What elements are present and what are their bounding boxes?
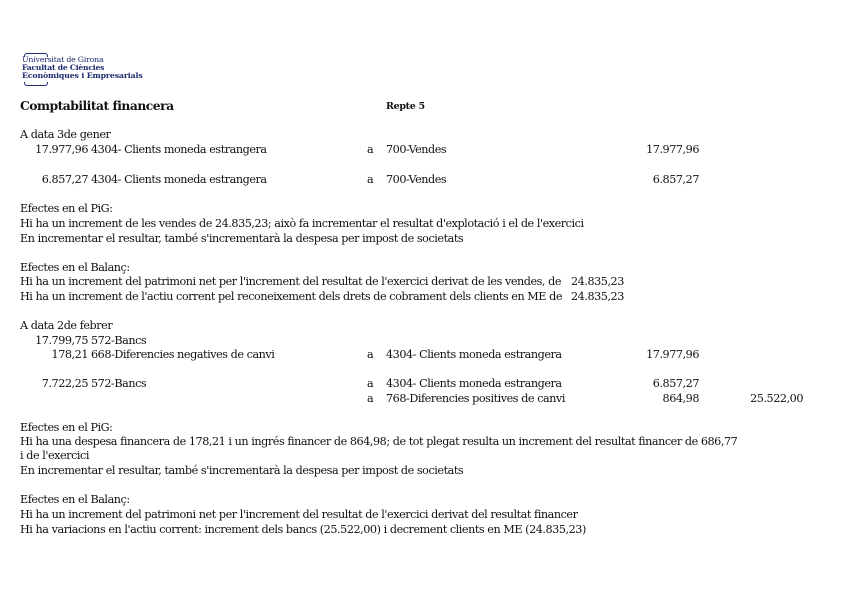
pig-line: i de l'exercici — [20, 449, 89, 462]
credit-amount: 17.977,96 — [646, 143, 699, 156]
connector: a — [367, 143, 374, 156]
balance-line: Hi ha un increment de l'actiu corrent pel reconeixement dels drets de cobrament dels clients en ME de — [20, 290, 563, 303]
entry-total: 25.522,00 — [750, 392, 803, 405]
balance-amount: 24.835,23 — [571, 275, 624, 288]
credit-amount: 17.977,96 — [646, 348, 699, 361]
credit-account: 768-Diferencies positives de canvi — [386, 392, 565, 405]
connector: a — [367, 348, 374, 361]
pig-line: Hi ha una despesa financera de 178,21 i un ingrés financer de 864,98; de tot plegat resulta un increment del resultat financer de 686,77 — [20, 435, 738, 448]
balance-line: Hi ha un increment del patrimoni net per l'increment del resultat de l'exercici derivat de les vendes, de — [20, 275, 562, 288]
logo-line-university: Universitat de Girona — [22, 55, 104, 64]
connector: a — [367, 392, 374, 405]
debit-amount: 17.799,75 — [35, 334, 88, 347]
credit-account: 4304- Clients moneda estrangera — [386, 348, 562, 361]
debit-account: 572-Bancs — [91, 377, 147, 390]
connector: a — [367, 377, 374, 390]
logo-bracket-bottom-icon — [24, 82, 48, 86]
credit-account: 4304- Clients moneda estrangera — [386, 377, 562, 390]
logo-line-economics: Econòmiques i Empresarials — [22, 71, 143, 80]
page-title: Comptabilitat financera — [20, 98, 174, 113]
date-label: A data 3de gener — [20, 128, 111, 141]
credit-amount: 6.857,27 — [652, 173, 699, 186]
university-logo — [22, 53, 177, 85]
connector: a — [367, 173, 374, 186]
debit-amount: 17.977,96 — [35, 143, 88, 156]
credit-account: 700-Vendes — [386, 143, 447, 156]
debit-account: 572-Bancs — [91, 334, 147, 347]
pig-heading: Efectes en el PiG: — [20, 202, 113, 215]
balance-line: Hi ha un increment del patrimoni net per l'increment del resultat de l'exercici derivat del resultat financer — [20, 508, 578, 521]
pig-line: En incrementar el resultar, també s'incrementarà la despesa per impost de societats — [20, 232, 464, 245]
debit-amount: 178,21 — [51, 348, 88, 361]
balance-amount: 24.835,23 — [571, 290, 624, 303]
logo-line-faculty: Facultat de Ciències — [22, 63, 105, 72]
pig-line: En incrementar el resultar, també s'incrementarà la despesa per impost de societats — [20, 464, 464, 477]
credit-account: 700-Vendes — [386, 173, 447, 186]
pig-line: Hi ha un increment de les vendes de 24.835,23; això fa incrementar el resultat d'explotació i el de l'exercici — [20, 217, 584, 230]
date-label: A data 2de febrer — [20, 319, 113, 332]
pig-heading: Efectes en el PiG: — [20, 421, 113, 434]
debit-account: 4304- Clients moneda estrangera — [91, 173, 267, 186]
balance-heading: Efectes en el Balanç: — [20, 493, 130, 506]
debit-amount: 6.857,27 — [41, 173, 88, 186]
exercise-label: Repte 5 — [386, 101, 425, 112]
debit-account: 668-Diferencies negatives de canvi — [91, 348, 275, 361]
balance-line: Hi ha variacions en l'actiu corrent: increment dels bancs (25.522,00) i decrement clients en ME (24.835,23) — [20, 523, 586, 536]
debit-amount: 7.722,25 — [41, 377, 88, 390]
balance-heading: Efectes en el Balanç: — [20, 261, 130, 274]
credit-amount: 864,98 — [662, 392, 699, 405]
debit-account: 4304- Clients moneda estrangera — [91, 143, 267, 156]
credit-amount: 6.857,27 — [652, 377, 699, 390]
